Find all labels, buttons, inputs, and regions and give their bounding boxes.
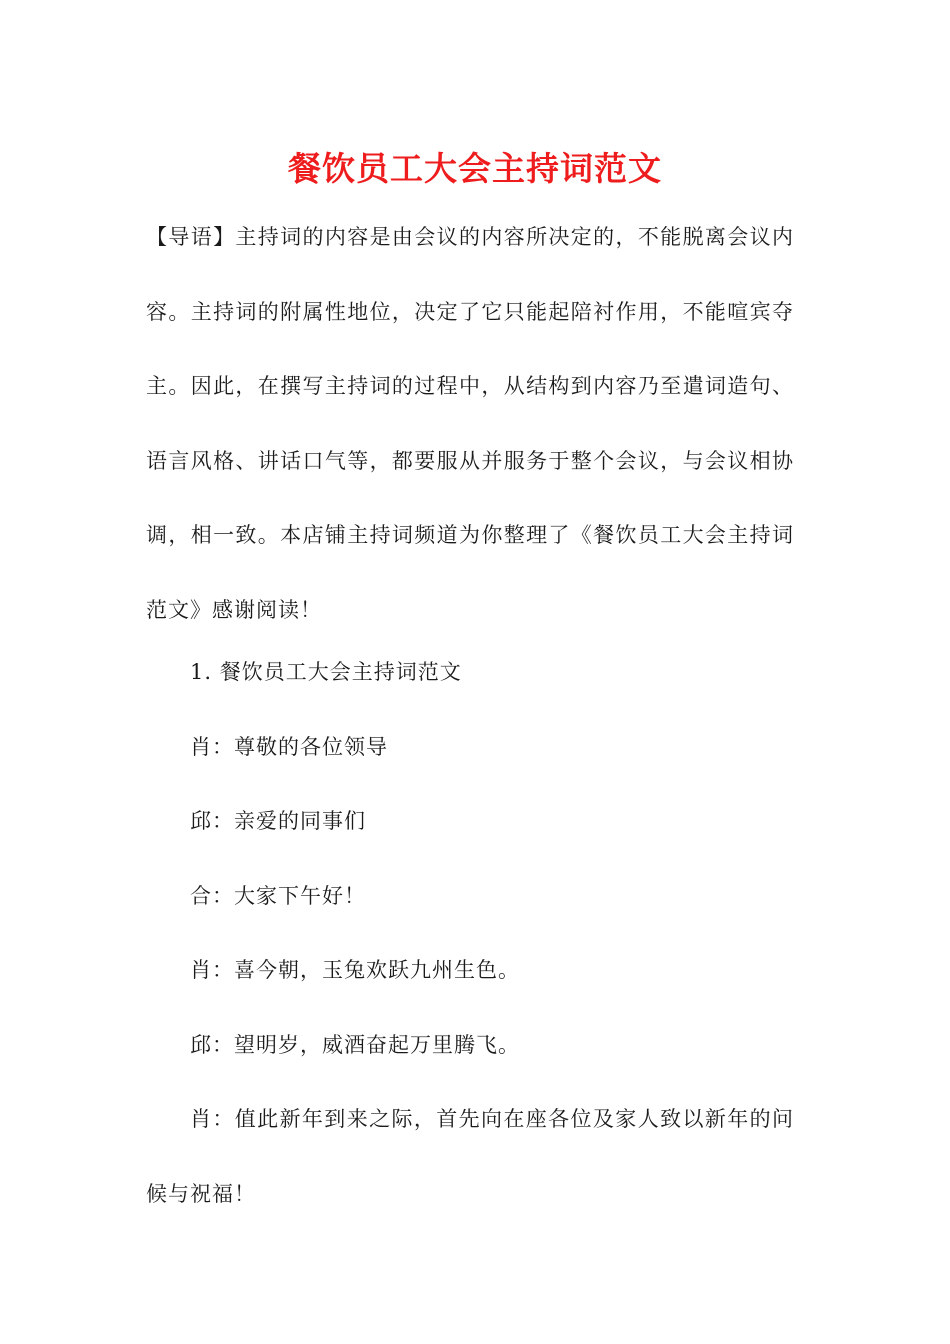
script-line: 肖：尊敬的各位领导 bbox=[190, 734, 388, 759]
section-heading: 1. 餐饮员工大会主持词范文 bbox=[190, 660, 462, 684]
script-line: 合：大家下午好！ bbox=[190, 883, 366, 908]
script-body bbox=[146, 635, 794, 1231]
script-line: 肖：喜今朝，玉兔欢跃九州生色。 bbox=[190, 958, 520, 982]
document-title: 餐饮员工大会主持词范文 bbox=[288, 149, 662, 188]
script-line: 肖：值此新年到来之际，首先向在座各位及家人致以新年的问候与祝福！ bbox=[146, 1107, 794, 1206]
intro-paragraph: 【导语】主持词的内容是由会议的内容所决定的，不能脱离会议内容。主持词的附属性地位，决定了它只能起陪衬作用，不能喧宾夺主。因此，在撰写主持词的过程中，从结构到内容乃至遣词造句、语言风格、讲话口气等，都要服从并服务于整个会议，与会议相协调，相一致。本店铺主持词频道为你整理了《餐饮员工大会主持词范文》感谢阅读！ bbox=[146, 225, 794, 622]
script-line: 邱：望明岁，威酒奋起万里腾飞。 bbox=[190, 1032, 520, 1057]
script-line: 邱：亲爱的同事们 bbox=[190, 809, 366, 833]
